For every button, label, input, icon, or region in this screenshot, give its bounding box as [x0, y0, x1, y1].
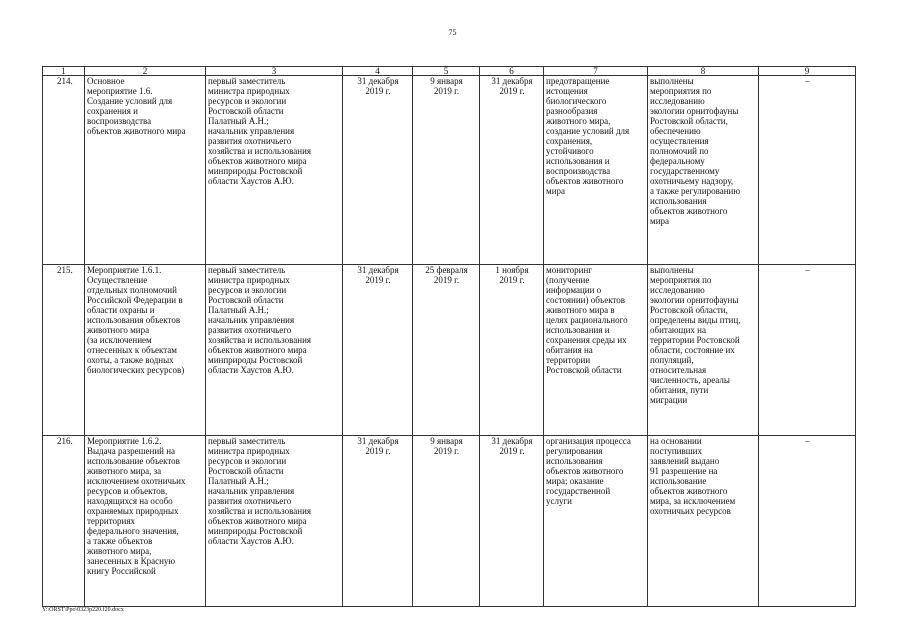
- event-name: Мероприятие 1.6.2. Выдача разрешений на использование объектов животного мира, за исключением охотничьих ресурсов и объектов, находящихся на особо охраняемых природных территориях федерального значения, а также объектов животного мира, занесенных в Красную книгу Российской: [85, 436, 206, 607]
- event-name: Мероприятие 1.6.1. Осуществление отдельных полномочий Российской Федерации в области охраны и использования объектов животного мира (за исключением отнесенных к объектам охоты, а также водных биологических ресурсов): [85, 265, 206, 436]
- end-date: 1 ноября 2019 г.: [480, 265, 544, 436]
- table-row: [43, 76, 856, 265]
- event-name: Основное мероприятие 1.6. Создание условий для сохранения и воспроизводства объектов животного мира: [85, 76, 206, 265]
- column-number: 3: [206, 67, 343, 76]
- start-date: 25 февраля 2019 г.: [413, 265, 480, 436]
- end-date: 31 декабря 2019 г.: [480, 76, 544, 265]
- reasons: –: [759, 76, 856, 265]
- responsible-person: первый заместитель министра природных ресурсов и экологии Ростовской области Палатный А.Н.; начальник управления развития охотничьего хозяйства и использования объектов животного мира минприроды Ростовской области Хаустов А.Ю.: [206, 76, 343, 265]
- column-number-row: [43, 67, 856, 76]
- row-number: 215.: [43, 265, 85, 436]
- column-number: 7: [544, 67, 648, 76]
- expected-result: мониторинг (получение информации о состоянии) объектов животного мира в целях рационального использования и сохранения среды их обитания на территории Ростовской области: [544, 265, 648, 436]
- actual-result: выполнены мероприятия по исследованию экологии орнитофауны Ростовской области, обеспечению осуществления полномочий по федеральному государственному охотничьему надзору, а также регулированию использования объектов животного мира: [648, 76, 759, 265]
- expected-result: организация процесса регулирования использования объектов животного мира; оказание государственной услуги: [544, 436, 648, 607]
- column-number: 1: [43, 67, 85, 76]
- column-number: 4: [343, 67, 413, 76]
- column-number: 8: [648, 67, 759, 76]
- actual-result: на основании поступивших заявлений выдано 91 разрешение на использование объектов животного мира, за исключением охотничьих ресурсов: [648, 436, 759, 607]
- planned-date: 31 декабря 2019 г.: [343, 76, 413, 265]
- report-table: [42, 66, 856, 607]
- column-number: 5: [413, 67, 480, 76]
- table-row: [43, 436, 856, 607]
- expected-result: предотвращение истощения биологического разнообразия животного мира, создание условий для сохранения, устойчивого использования и воспроизводства объектов животного мира: [544, 76, 648, 265]
- file-path-footer: Y:\ORST\Ppo\0323p220.f20.docx: [42, 607, 124, 613]
- responsible-person: первый заместитель министра природных ресурсов и экологии Ростовской области Палатный А.Н.; начальник управления развития охотничьего хозяйства и использования объектов животного мира минприроды Ростовской области Хаустов А.Ю.: [206, 265, 343, 436]
- column-number: 2: [85, 67, 206, 76]
- reasons: –: [759, 436, 856, 607]
- start-date: 9 января 2019 г.: [413, 436, 480, 607]
- planned-date: 31 декабря 2019 г.: [343, 265, 413, 436]
- planned-date: 31 декабря 2019 г.: [343, 436, 413, 607]
- reasons: –: [759, 265, 856, 436]
- column-number: 6: [480, 67, 544, 76]
- column-number: 9: [759, 67, 856, 76]
- row-number: 216.: [43, 436, 85, 607]
- start-date: 9 января 2019 г.: [413, 76, 480, 265]
- end-date: 31 декабря 2019 г.: [480, 436, 544, 607]
- actual-result: выполнены мероприятия по исследованию экологии орнитофауны Ростовской области, определены виды птиц, обитающих на территории Ростовской области, состояние их популяций, относительная численность, ареалы обитания, пути миграции: [648, 265, 759, 436]
- page-number: 75: [448, 28, 457, 37]
- row-number: 214.: [43, 76, 85, 265]
- responsible-person: первый заместитель министра природных ресурсов и экологии Ростовской области Палатный А.Н.; начальник управления развития охотничьего хозяйства и использования объектов животного мира минприроды Ростовской области Хаустов А.Ю.: [206, 436, 343, 607]
- table-row: [43, 265, 856, 436]
